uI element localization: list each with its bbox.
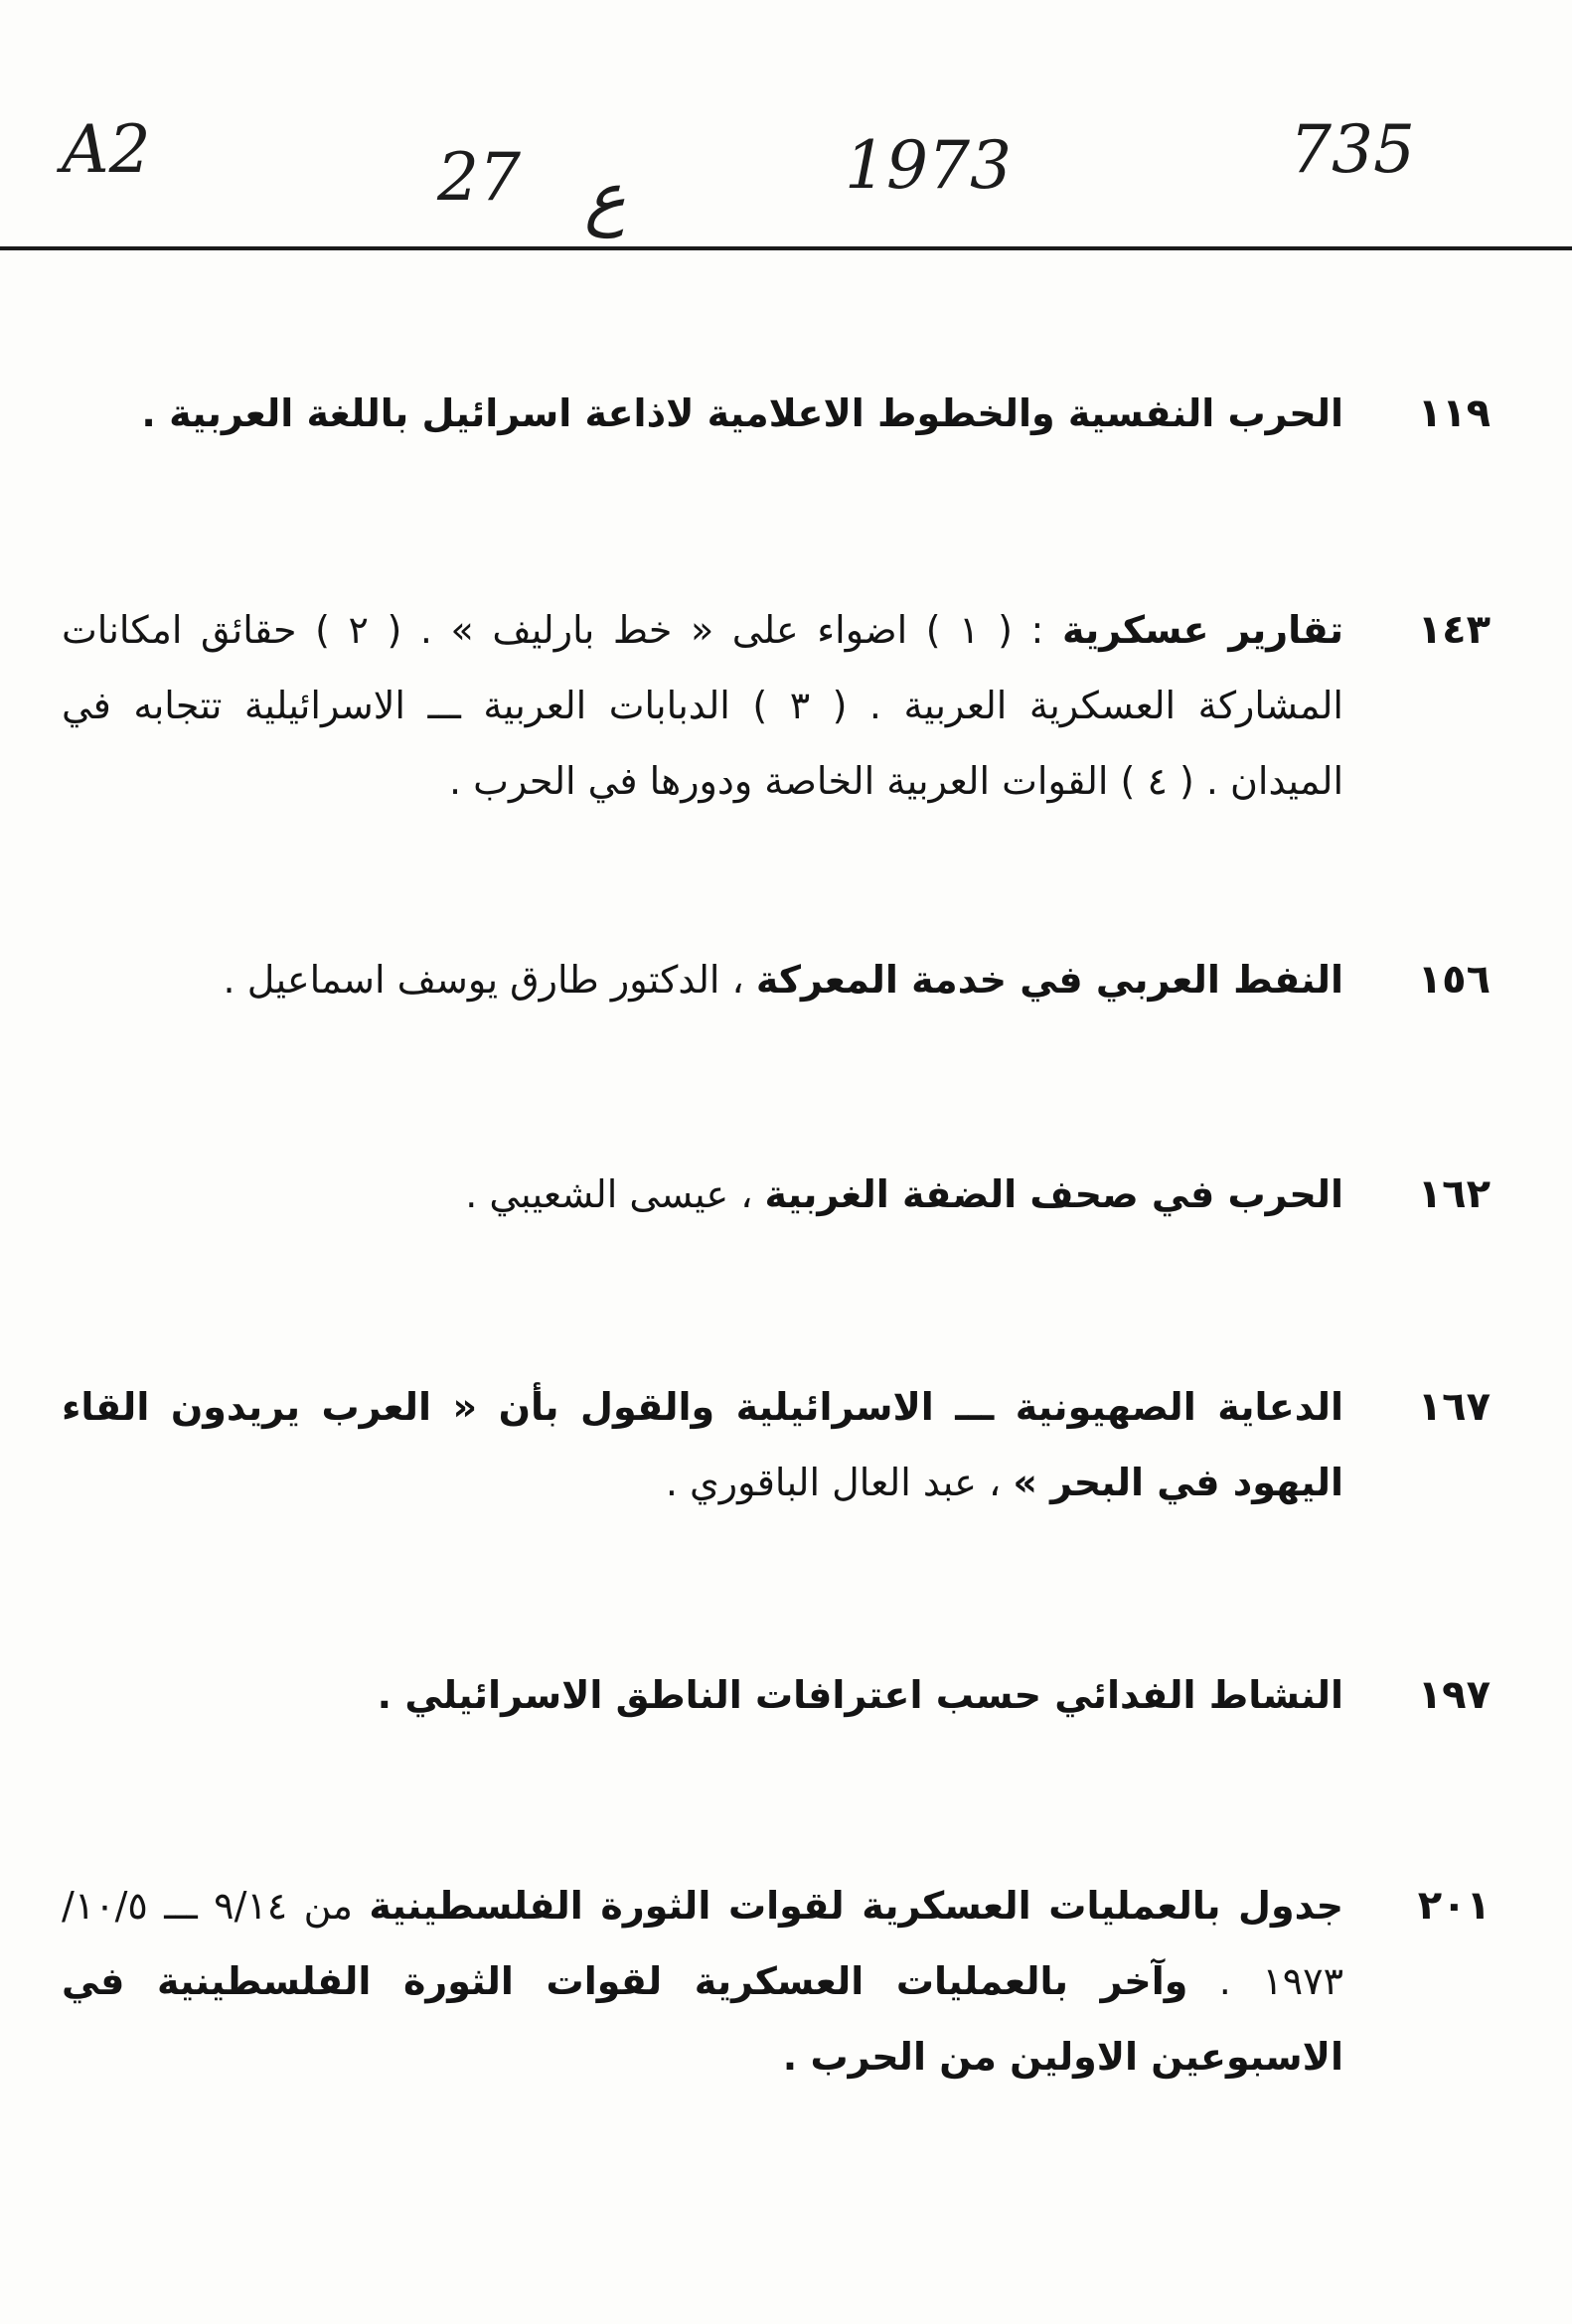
entry-title: النفط العربي في خدمة المعركة [755,958,1343,1002]
page-number: ١٥٦ [1417,957,1491,1003]
handwritten-annotation: ع [584,157,626,238]
handwritten-annotation: 735 [1290,111,1415,188]
entry-title: الحرب النفسية والخطوط الاعلامية لاذاعة اسرائيل باللغة العربية . [141,391,1343,435]
page-number: ١١٩ [1417,390,1491,436]
entry-title: النشاط الفدائي حسب اعترافات الناطق الاسرائيلي . [377,1673,1343,1717]
entry-text [62,942,1343,1017]
page-number: ١٤٣ [1417,607,1491,653]
entry-date-range: من ٩/١٤ ـــ ١٠/٥/ ١٩٧٣ . [62,1884,1343,2003]
entry-title-continued: وآخر بالعمليات العسكرية لقوات الثورة الفلسطينية في الاسبوعين الاولين من الحرب . [62,1959,1343,2079]
page-number: ١٩٧ [1417,1672,1491,1718]
page-number: ١٦٧ [1417,1384,1491,1430]
entry-author: ، عبد العال الباقوري . [665,1461,1014,1504]
entry-text [62,1657,1343,1733]
page-number: ٢٠١ [1417,1883,1491,1929]
entry-title: تقارير عسكرية [1061,608,1344,652]
entry-title: جدول بالعمليات العسكرية لقوات الثورة الفلسطينية [369,1884,1343,1928]
entry-text [62,1157,1343,1232]
entry-text [62,376,1343,451]
entry-title: الدعاية الصهيونية ـــ الاسرائيلية والقول بأن « العرب يريدون القاء اليهود في البحر » [62,1385,1343,1504]
handwritten-annotation: A2 [62,111,151,188]
entry-text [62,592,1343,819]
handwritten-annotation: 1973 [845,127,1012,204]
entry-author: ، الدكتور طارق يوسف اسماعيل . [223,958,756,1002]
entry-text [62,1868,1343,2094]
page-number: ١٦٢ [1417,1171,1491,1217]
entry-text [62,1369,1343,1520]
entry-title: الحرب في صحف الضفة الغربية [764,1172,1343,1216]
entry-detail: : ( ١ ) اضواء على « خط بارليف » . ( ٢ ) حقائق امكانات المشاركة العسكرية العربية . ( ٣ ) الدبابات العربية ـــ الاسرائيلية تتجابه في الميدان . ( ٤ ) القوات العربية الخاصة ودورها في الحرب . [62,608,1343,803]
handwritten-annotation: 27 [437,139,521,216]
entry-author: ، عيسى الشعيبي . [465,1172,765,1216]
